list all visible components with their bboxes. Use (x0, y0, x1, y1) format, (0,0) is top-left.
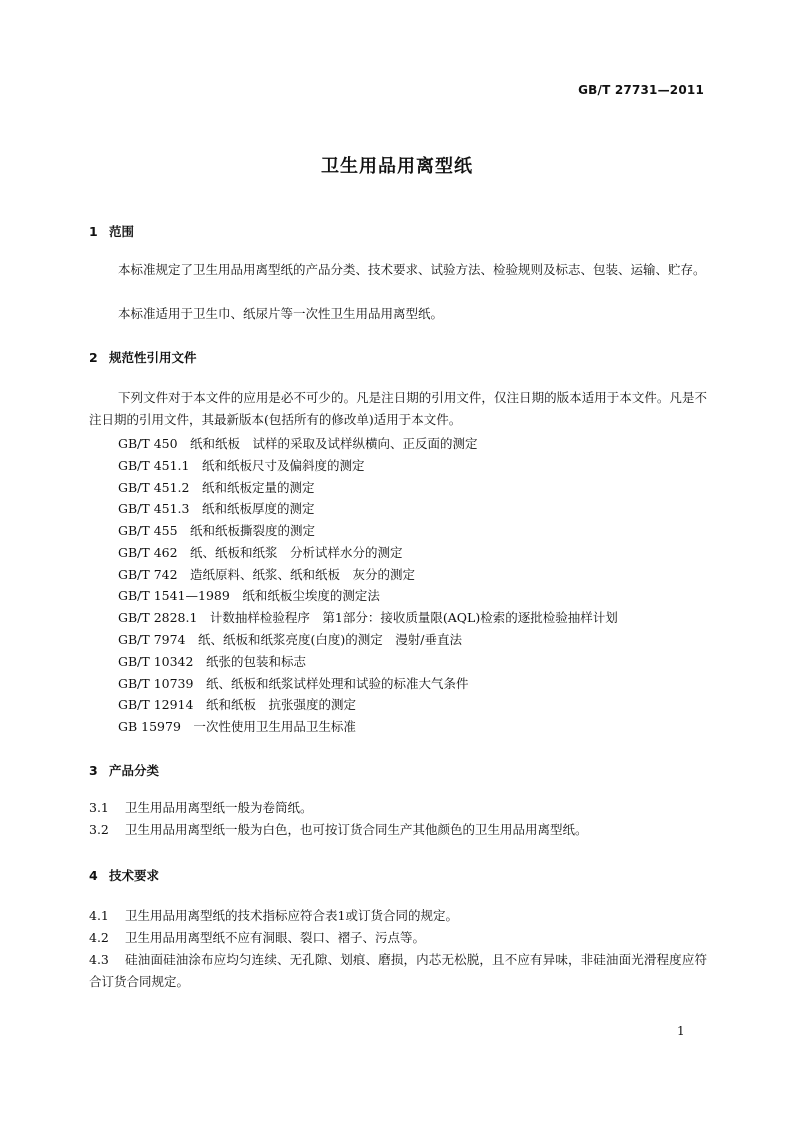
section-3-heading (89, 761, 159, 779)
clause-number: 4.2 (89, 930, 109, 945)
section-number: 1 (89, 224, 98, 239)
reference-item: GB/T 455 纸和纸板撕裂度的测定 (118, 523, 316, 538)
references-intro: 下列文件对于本文件的应用是必不可少的。凡是注日期的引用文件，仅注日期的版本适用于本文件。凡是不注日期的引用文件，其最新版本(包括所有的修改单)适用于本文件。 (89, 390, 707, 427)
clause-text: 卫生用品用离型纸的技术指标应符合表1或订货合同的规定。 (125, 908, 458, 923)
section-2-heading (89, 348, 197, 366)
reference-item: GB/T 10739 纸、纸板和纸浆试样处理和试验的标准大气条件 (118, 676, 469, 691)
section-4-heading (89, 866, 159, 884)
reference-item: GB/T 1541—1989 纸和纸板尘埃度的测定法 (118, 588, 380, 603)
standard-number: GB/T 27731—2011 (578, 83, 704, 97)
section-title: 技术要求 (109, 868, 160, 883)
reference-item: GB/T 10342 纸张的包装和标志 (118, 654, 306, 669)
scope-paragraph-1: 本标准规定了卫生用品用离型纸的产品分类、技术要求、试验方法、检验规则及标志、包装、运输、贮存。 (118, 262, 706, 277)
page-number: 1 (677, 1024, 685, 1038)
reference-item: GB/T 742 造纸原料、纸浆、纸和纸板 灰分的测定 (118, 567, 416, 582)
reference-item: GB/T 451.1 纸和纸板尺寸及偏斜度的测定 (118, 458, 365, 473)
section-number: 4 (89, 868, 98, 883)
clause-4-1 (89, 905, 707, 927)
section-title: 范围 (109, 224, 135, 239)
reference-item: GB 15979 一次性使用卫生用品卫生标准 (118, 719, 356, 734)
clause-text: 卫生用品用离型纸不应有洞眼、裂口、褶子、污点等。 (125, 930, 426, 945)
clause-4-3 (89, 949, 707, 993)
clause-4-2 (89, 927, 707, 949)
clause-text: 卫生用品用离型纸一般为白色，也可按订货合同生产其他颜色的卫生用品用离型纸。 (125, 822, 588, 837)
section-title: 产品分类 (109, 763, 160, 778)
reference-item: GB/T 7974 纸、纸板和纸浆亮度(白度)的测定 漫射/垂直法 (118, 632, 462, 647)
clause-text: 卫生用品用离型纸一般为卷筒纸。 (125, 800, 313, 815)
reference-item: GB/T 2828.1 计数抽样检验程序 第1部分：接收质量限(AQL)检索的逐批检验抽样计划 (118, 610, 618, 625)
reference-item: GB/T 451.3 纸和纸板厚度的测定 (118, 501, 315, 516)
clause-3-2 (89, 819, 707, 841)
clause-3-1 (89, 797, 707, 819)
clause-number: 3.2 (89, 822, 109, 837)
clause-text: 硅油面硅油涂布应均匀连续、无孔隙、划痕、磨损，内芯无松脱，且不应有异味，非硅油面光滑程度应符合订货合同规定。 (89, 952, 707, 989)
reference-item: GB/T 451.2 纸和纸板定量的测定 (118, 480, 315, 495)
section-1-heading (89, 222, 134, 240)
section-title: 规范性引用文件 (109, 350, 197, 365)
section-number: 3 (89, 763, 98, 778)
clause-number: 3.1 (89, 800, 109, 815)
clause-number: 4.3 (89, 952, 109, 967)
reference-item: GB/T 450 纸和纸板 试样的采取及试样纵横向、正反面的测定 (118, 436, 478, 451)
document-title: 卫生用品用离型纸 (321, 156, 473, 177)
clause-number: 4.1 (89, 908, 109, 923)
section-number: 2 (89, 350, 98, 365)
reference-item: GB/T 462 纸、纸板和纸浆 分析试样水分的测定 (118, 545, 403, 560)
scope-paragraph-2: 本标准适用于卫生巾、纸尿片等一次性卫生用品用离型纸。 (118, 306, 444, 321)
reference-item: GB/T 12914 纸和纸板 抗张强度的测定 (118, 697, 356, 712)
